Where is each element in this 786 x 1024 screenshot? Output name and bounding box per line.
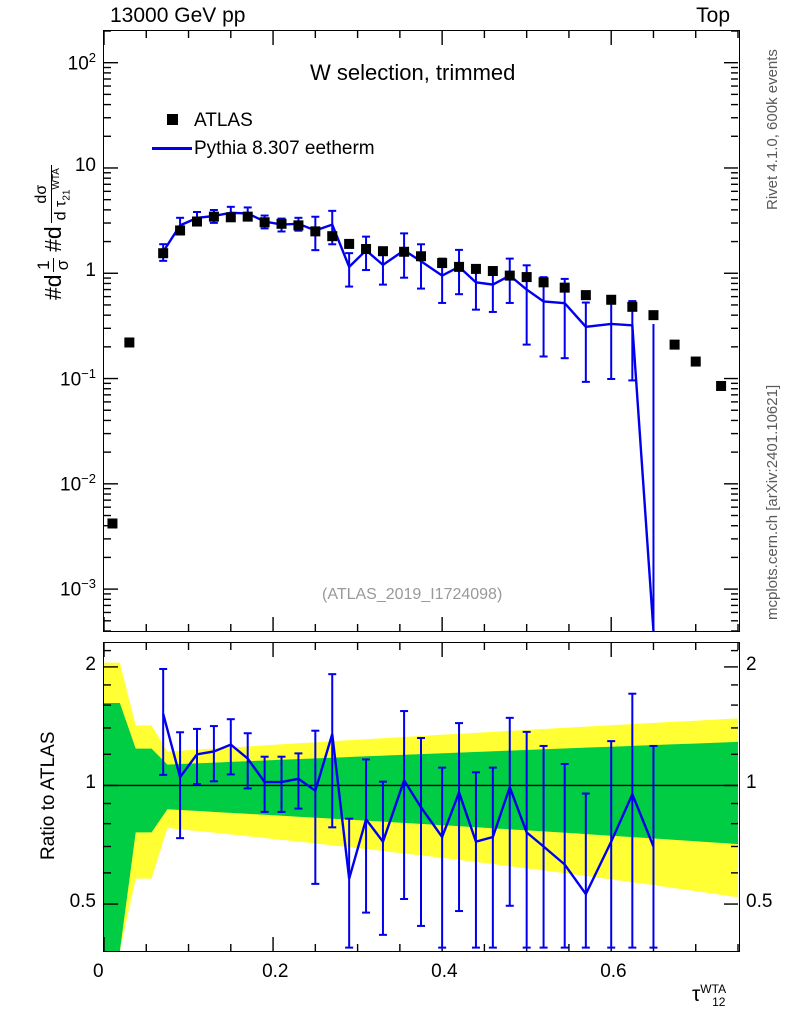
- ratio-y-tick-label-right: 1: [746, 772, 757, 794]
- plot-title: W selection, trimmed: [310, 60, 516, 85]
- ratio-y-tick-label-right: 0.5: [746, 891, 773, 913]
- legend-entry-atlas: [150, 108, 375, 134]
- x-tick-label: 0.6: [600, 961, 627, 982]
- square-marker-icon: [150, 112, 194, 130]
- y-tick-label: 10: [74, 154, 96, 176]
- ratio-y-tick-label-right: 2: [746, 653, 757, 675]
- ratio-y-tick-label: 2: [85, 653, 96, 675]
- y-axis-label-ratio: Ratio to ATLAS: [38, 731, 59, 860]
- ratio-y-tick-label: 1: [85, 772, 96, 794]
- x-axis-label-sub: 12: [712, 995, 726, 1010]
- y-tick-label: $10^{-2}$: [60, 470, 96, 496]
- x-axis-label: [692, 982, 725, 1009]
- y-tick-label: 1: [85, 260, 96, 282]
- pythia-errorbars-main: [159, 207, 653, 631]
- header-beam-label: 13000 GeV pp: [110, 4, 246, 27]
- legend-label-pythia: Pythia 8.307 eetherm: [194, 138, 375, 159]
- y-tick-label: $10^2$: [67, 49, 96, 75]
- main-data-layer: [107, 207, 726, 631]
- y-tick-label: $10^{-3}$: [60, 576, 96, 601]
- x-axis-label-sup: WTA: [700, 982, 727, 996]
- ratio-y-tick-label: 0.5: [69, 891, 96, 913]
- dataset-watermark: (ATLAS_2019_I1724098): [322, 586, 503, 603]
- legend-entry-pythia: [150, 134, 375, 164]
- y-tick-label: $10^{-1}$: [60, 365, 96, 390]
- x-tick-label: 0: [93, 961, 104, 982]
- mcplots-label: mcplots.cern.ch [arXiv:2401.10621]: [764, 384, 781, 620]
- header-process-label: Top: [696, 4, 730, 27]
- y-axis-label-main: #d 1 σ #d dσ d $\tau_{21}^{WTA}$: [34, 165, 73, 300]
- legend: [150, 108, 375, 164]
- x-axis-label-tau: τ: [692, 983, 701, 1006]
- legend-label-atlas: ATLAS: [194, 110, 253, 131]
- line-marker-icon: [150, 140, 194, 158]
- x-tick-label: 0.2: [262, 961, 289, 982]
- pythia-line-main: [163, 213, 653, 631]
- x-tick-label: 0.4: [431, 961, 458, 982]
- rivet-label: Rivet 4.1.0, 600k events: [764, 49, 781, 210]
